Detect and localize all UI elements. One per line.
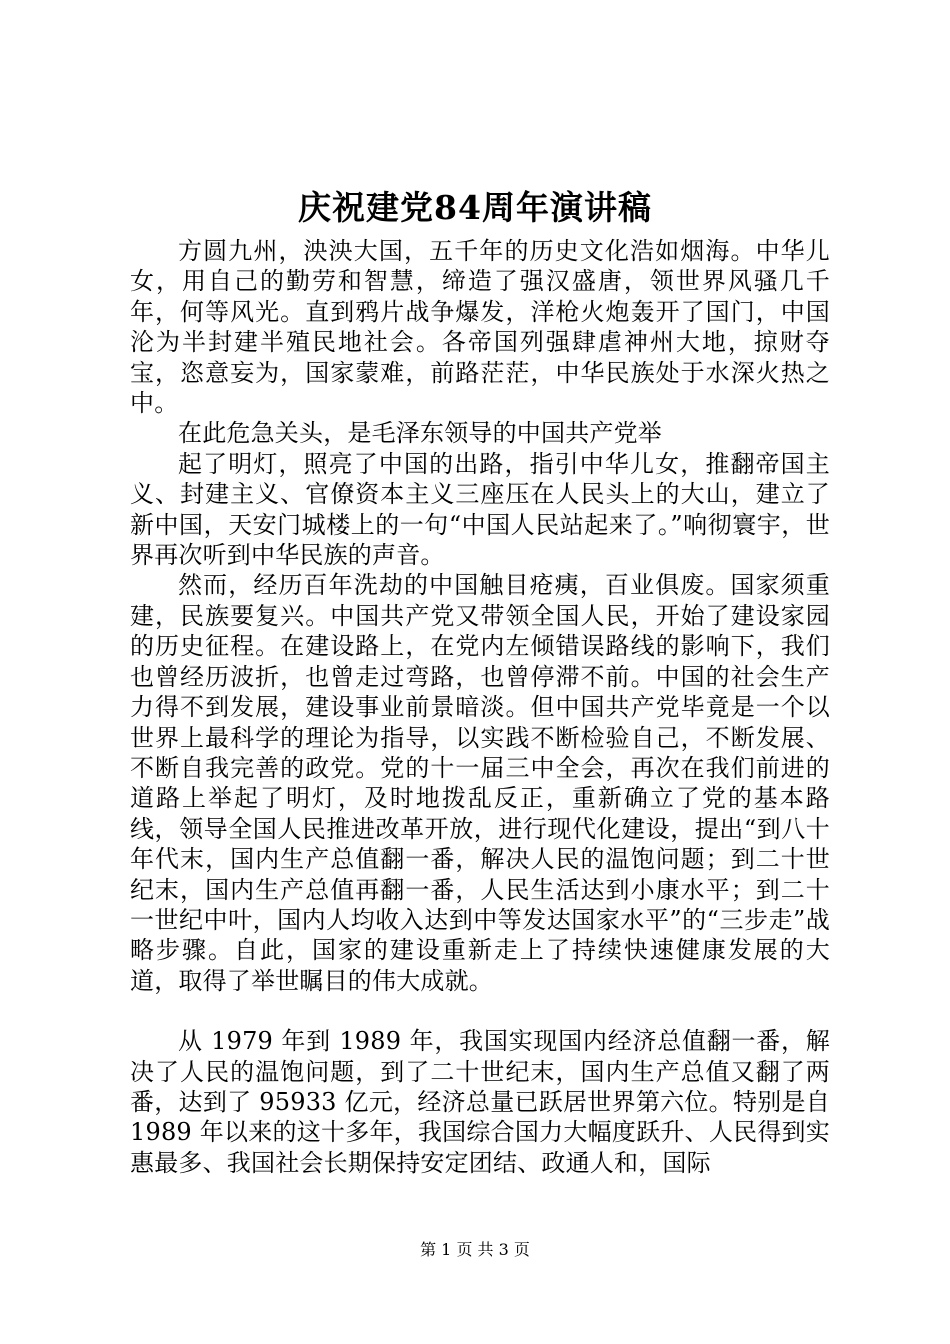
- paragraph-4: 然而，经历百年洗劫的中国触目疮痍，百业俱废。国家须重建，民族要复兴。中国共产党又带领全国人民，开始了建设家园的历史征程。在建设路上，在党内左倾错误路线的影响下，我们也曾经历波折，也曾走过弯路，也曾停滞不前。中国的社会生产力得不到发展，建设事业前景暗淡。但中国共产党毕竟是一个以世界上最科学的理论为指导，以实践不断检验自己，不断发展、不断自我完善的政党。党的十一届三中全会，再次在我们前进的道路上举起了明灯，及时地拨乱反正，重新确立了党的基本路线，领导全国人民推进改革开放，进行现代化建设，提出“到八十年代末，国内生产总值翻一番，解决人民的温饱问题；到二十世纪末，国内生产总值再翻一番，人民生活达到小康水平；到二十一世纪中叶，国内人均收入达到中等发达国家水平”的“三步走”战略步骤。自此，国家的建设重新走上了持续快速健康发展的大道，取得了举世瞩目的伟大成就。: [130, 571, 830, 995]
- paragraph-2: 在此危急关头，是毛泽东领导的中国共产党举: [178, 419, 662, 448]
- document-title: 庆祝建党84周年演讲稿: [298, 188, 652, 227]
- paragraph-3: 起了明灯，照亮了中国的出路，指引中华儿女，推翻帝国主义、封建主义、官僚资本主义三座压在人民头上的大山，建立了新中国，天安门城楼上的一句“中国人民站起来了。”响彻寰宇，世界再次听到中华民族的声音。: [130, 449, 830, 570]
- page-footer: 第 1 页 共 3 页: [420, 1240, 530, 1259]
- document-body: [130, 236, 830, 1178]
- paragraph-1: 方圆九州，泱泱大国，五千年的历史文化浩如烟海。中华儿女，用自己的勤劳和智慧，缔造了强汉盛唐，领世界风骚几千年，何等风光。直到鸦片战争爆发，洋枪火炮轰开了国门，中国沦为半封建半殖民地社会。各帝国列强肆虐神州大地，掠财夺宝，恣意妄为，国家蒙难，前路茫茫，中华民族处于水深火热之中。: [130, 237, 830, 418]
- paragraph-5: 从 1979 年到 1989 年，我国实现国内经济总值翻一番，解决了人民的温饱问题，到了二十世纪末，国内生产总值又翻了两番，达到了 95933 亿元，经济总量已跃居世界第六位。特别是自 1989 年以来的这十多年，我国综合国力大幅度跃升、人民得到实惠最多、我国社会长期保持安定团结、政通人和，国际: [130, 1027, 830, 1177]
